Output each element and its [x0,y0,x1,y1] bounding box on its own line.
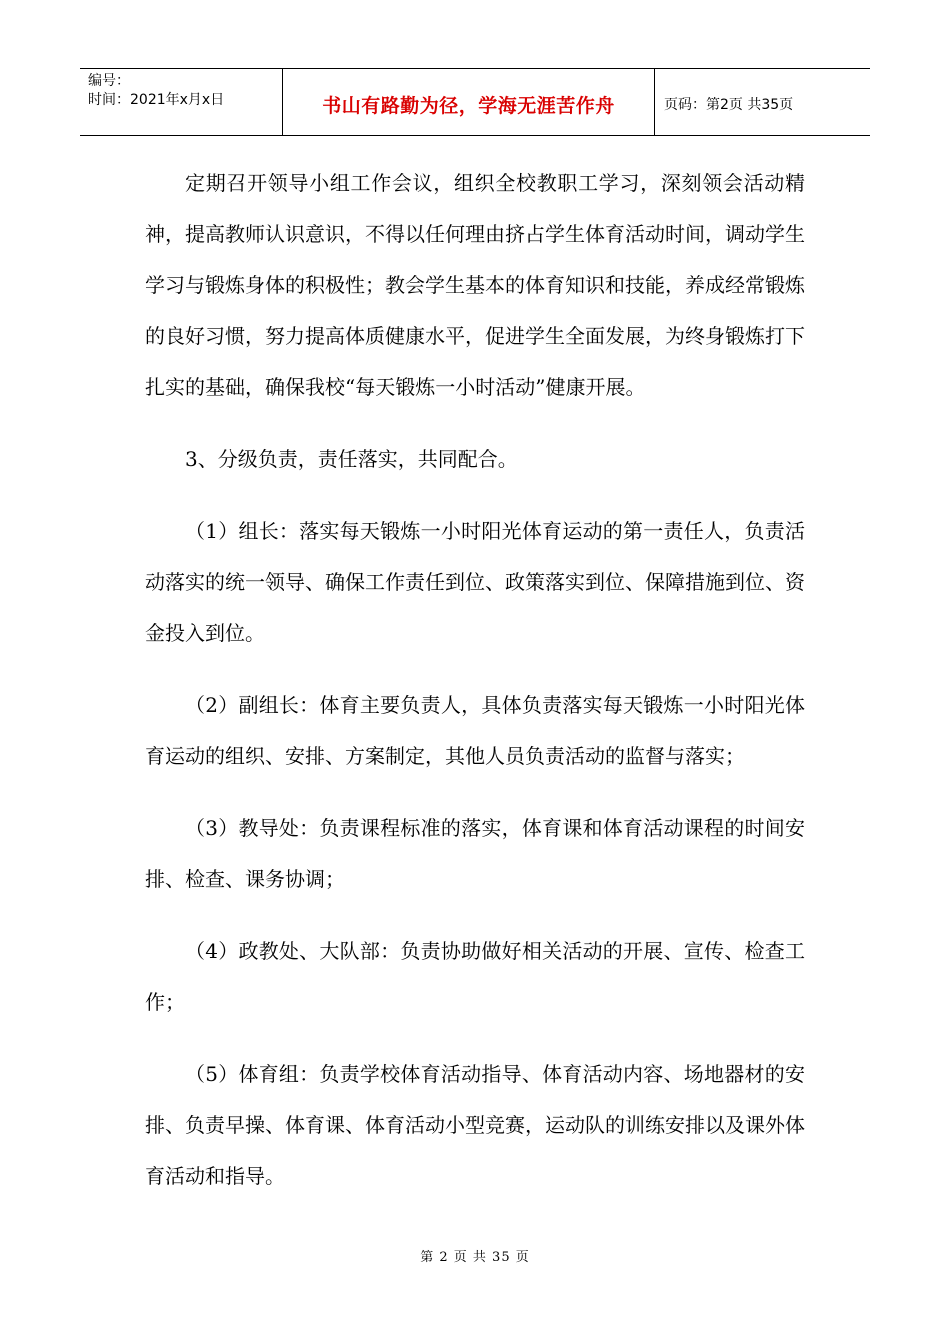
paragraph-item-1: （1）组长：落实每天锻炼一小时阳光体育运动的第一责任人，负责活动落实的统一领导、确保工作责任到位、政策落实到位、保障措施到位、资金投入到位。 [145,519,805,645]
header-page-info: 页码：第2页 共35页 [664,97,794,113]
paragraph-section-3: 3、分级负责，责任落实，共同配合。 [185,447,518,471]
document-number-label: 编号： [88,73,130,89]
paragraph-intro: 定期召开领导小组工作会议，组织全校教职工学习，深刻领会活动精神，提高教师认识意识，不得以任何理由挤占学生体育活动时间，调动学生学习与锻炼身体的积极性；教会学生基本的体育知识和技能，养成经常锻炼的良好习惯，努力提高体质健康水平，促进学生全面发展，为终身锻炼打下扎实的基础，确保我校“每天锻炼一小时活动”健康开展。 [145,171,805,399]
page-footer: 第 2 页 共 35 页 [420,1250,530,1265]
paragraph-item-4: （4）政教处、大队部：负责协助做好相关活动的开展、宣传、检查工作； [145,939,805,1014]
header-meta [80,69,283,135]
paragraph-item-3: （3）教导处：负责课程标准的落实，体育课和体育活动课程的时间安排、检查、课务协调； [145,816,805,891]
header-page-info-cell [655,69,870,135]
document-body [145,158,805,1223]
header-motto-cell [283,69,655,135]
paragraph-item-5: （5）体育组：负责学校体育活动指导、体育活动内容、场地器材的安排、负责早操、体育课、体育活动小型竞赛，运动队的训练安排以及课外体育活动和指导。 [145,1062,805,1188]
document-date: 时间：2021年x月x日 [88,92,225,108]
page-header [80,68,870,136]
header-motto: 书山有路勤为径，学海无涯苦作舟 [322,94,615,117]
paragraph-item-2: （2）副组长：体育主要负责人，具体负责落实每天锻炼一小时阳光体育运动的组织、安排、方案制定，其他人员负责活动的监督与落实； [145,693,805,768]
